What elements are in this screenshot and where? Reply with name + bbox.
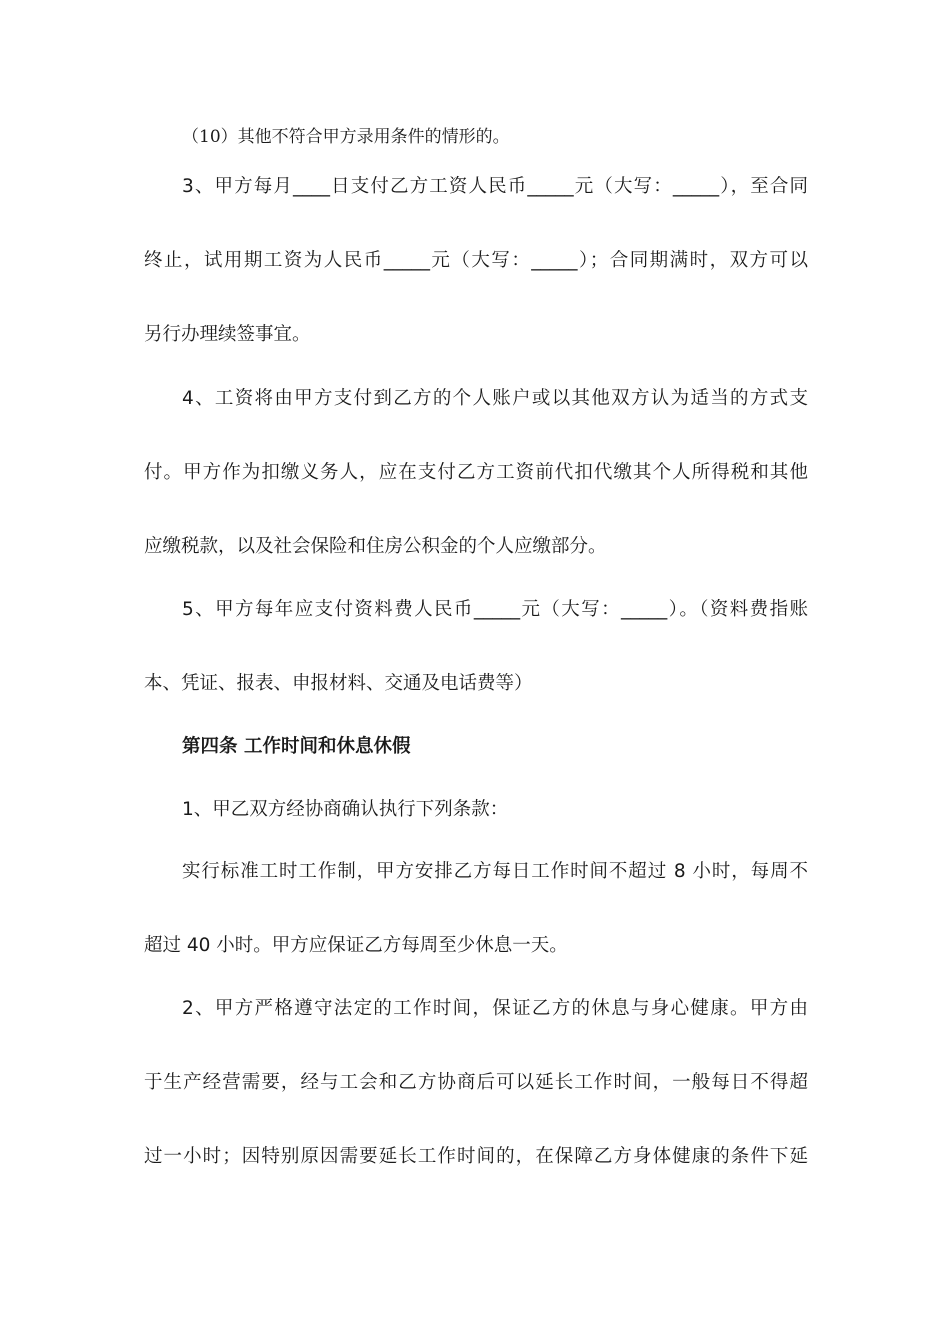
clause-4-line-1: 4、工资将由甲方支付到乙方的个人账户或以其他双方认为适当的方式支: [182, 388, 808, 409]
clause-3-line-2: 终止，试用期工资为人民币_____元（大写：_____）；合同期满时，双方可以: [144, 250, 808, 271]
clause-3-line-1: 3、甲方每月____日支付乙方工资人民币_____元（大写：_____），至合同: [182, 176, 808, 197]
standard-hours-line-1: 实行标准工时工作制，甲方安排乙方每日工作时间不超过 8 小时，每周不: [182, 861, 808, 882]
article-4-item-2-line-3: 过一小时；因特别原因需要延长工作时间的，在保障乙方身体健康的条件下延: [144, 1146, 808, 1167]
article-4-item-2-line-2: 于生产经营需要，经与工会和乙方协商后可以延长工作时间，一般每日不得超: [144, 1072, 808, 1093]
clause-5-line-2: 本、凭证、报表、申报材料、交通及电话费等）: [144, 673, 533, 694]
article-4-item-2-line-1: 2、甲方严格遵守法定的工作时间，保证乙方的休息与身心健康。甲方由: [182, 998, 808, 1019]
clause-5-line-1: 5、甲方每年应支付资料费人民币_____元（大写：_____）。（资料费指账: [182, 599, 808, 620]
article-4-item-1: 1、甲乙双方经协商确认执行下列条款：: [182, 799, 509, 820]
clause-4-line-3: 应缴税款，以及社会保险和住房公积金的个人应缴部分。: [144, 536, 607, 557]
clause-3-line-3: 另行办理续签事宜。: [144, 324, 311, 345]
article-4-heading: 第四条 工作时间和休息休假: [182, 736, 411, 757]
clause-4-line-2: 付。甲方作为扣缴义务人，应在支付乙方工资前代扣代缴其个人所得税和其他: [144, 462, 808, 483]
clause-item-10: （10）其他不符合甲方录用条件的情形的。: [182, 127, 510, 147]
standard-hours-line-2: 超过 40 小时。甲方应保证乙方每周至少休息一天。: [144, 935, 568, 956]
